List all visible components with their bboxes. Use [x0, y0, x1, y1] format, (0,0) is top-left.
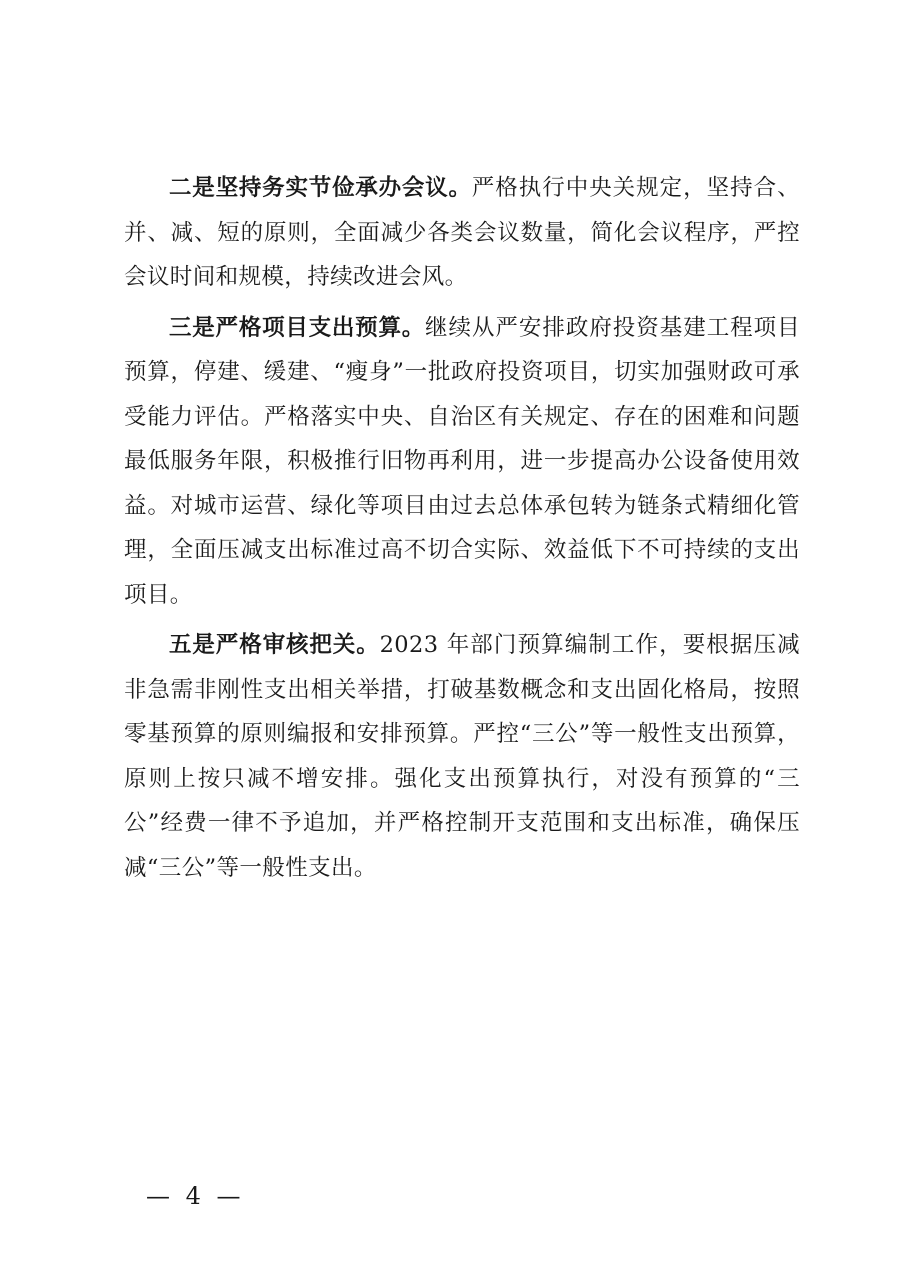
paragraph-project-budget: [124, 306, 800, 618]
paragraph-heading: 五是严格审核把关。: [169, 632, 380, 658]
paragraph-heading: 二是坚持务实节俭承办会议。: [169, 175, 472, 201]
paragraph-text: 严格执行中央关规定，坚持合、并、减、短的原则，全面减少各类会议数量，简化会议程序，严控会议时间和规模，持续改进会风。: [124, 175, 800, 290]
page-number: — 4 —: [146, 1182, 245, 1210]
paragraph-text: 2023 年部门预算编制工作，要根据压减非急需非刚性支出相关举措，打破基数概念和支出固化格局，按照零基预算的原则编报和安排预算。严控“三公”等一般性支出预算，原则上按只减不增安排。强化支出预算执行，对没有预算的“三公”经费一律不予追加，并严格控制开支范围和支出标准，确保压减“三公”等一般性支出。: [124, 632, 800, 881]
paragraph-text: 继续从严安排政府投资基建工程项目预算，停建、缓建、“瘦身”一批政府投资项目，切实加强财政可承受能力评估。严格落实中央、自治区有关规定、存在的困难和问题最低服务年限，积极推行旧物再利用，进一步提高办公设备使用效益。对城市运营、绿化等项目由过去总体承包转为链条式精细化管理，全面压减支出标准过高不切合实际、效益低下不可持续的支出项目。: [124, 314, 801, 608]
document-body: [124, 166, 800, 896]
paragraph-meetings: [124, 166, 800, 300]
paragraph-review: [124, 623, 800, 890]
paragraph-heading: 三是严格项目支出预算。: [169, 314, 426, 341]
